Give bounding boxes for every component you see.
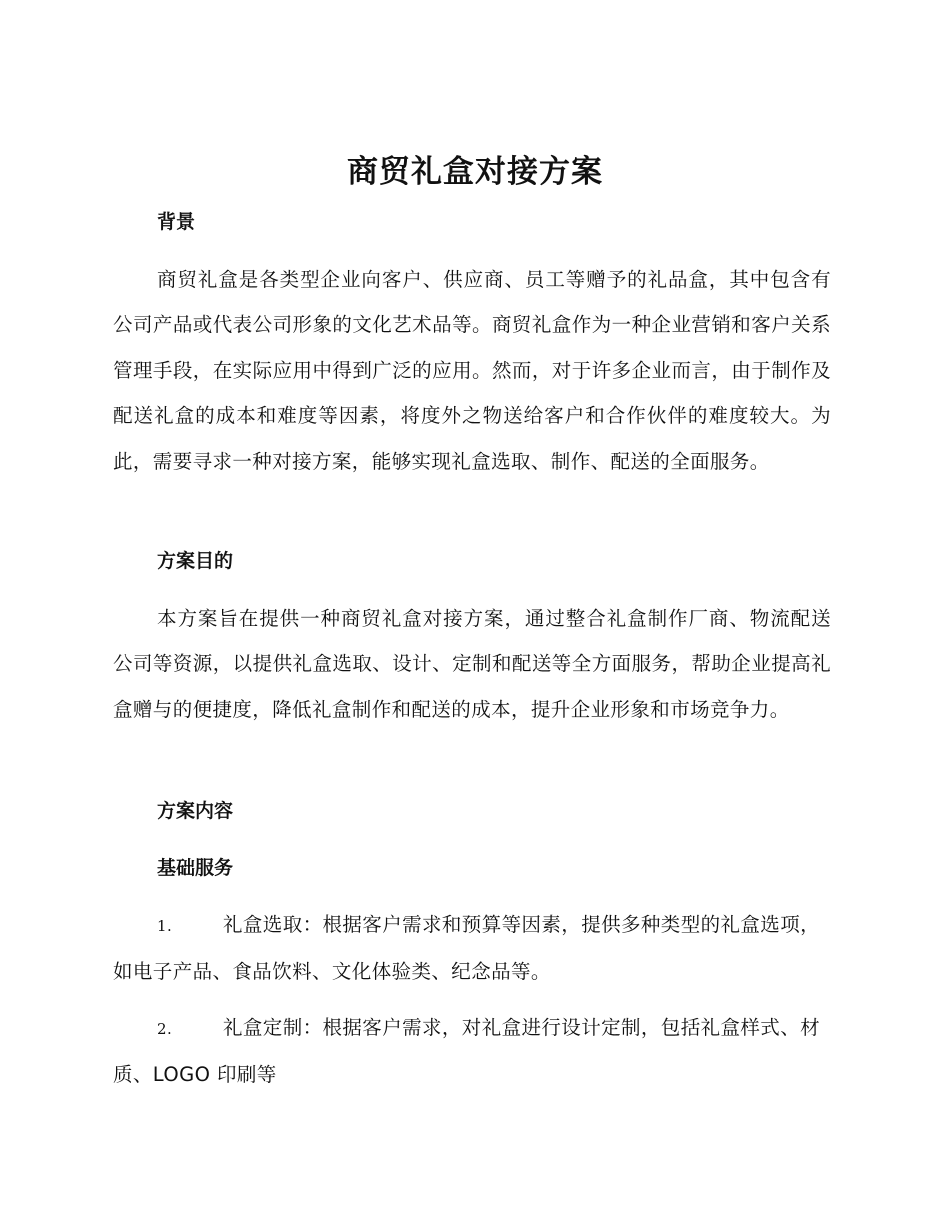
section-heading-purpose: 方案目的 bbox=[157, 550, 234, 572]
section-heading-background: 背景 bbox=[157, 211, 196, 233]
background-paragraph: 商贸礼盒是各类型企业向客户、供应商、员工等赠予的礼品盒，其中包含有公司产品或代表公司形象的文化艺术品等。商贸礼盒作为一种企业营销和客户关系管理手段，在实际应用中得到广泛的应用。然而，对于许多企业而言，由于制作及配送礼盒的成本和难度等因素，将度外之物送给客户和合作伙伴的难度较大。为此，需要寻求一种对接方案，能够实现礼盒选取、制作、配送的全面服务。 bbox=[113, 268, 831, 473]
document-title: 商贸礼盒对接方案 bbox=[347, 154, 603, 190]
list-item-text: 礼盒定制：根据客户需求，对礼盒进行设计定制，包括礼盒样式、材质、LOGO 印刷等 bbox=[113, 1016, 821, 1087]
list-item bbox=[113, 1005, 831, 1098]
list-item bbox=[113, 902, 831, 995]
list-item-text: 礼盒选取：根据客户需求和预算等因素，提供多种类型的礼盒选项，如电子产品、食品饮料、文化体验类、纪念品等。 bbox=[113, 913, 821, 984]
purpose-paragraph: 本方案旨在提供一种商贸礼盒对接方案，通过整合礼盒制作厂商、物流配送公司等资源，以提供礼盒选取、设计、定制和配送等全方面服务，帮助企业提高礼盒赠与的便捷度，降低礼盒制作和配送的成本，提升企业形象和市场竞争力。 bbox=[113, 607, 831, 721]
list-item-number: 2. bbox=[157, 1020, 173, 1038]
list-item-number: 1. bbox=[157, 917, 173, 935]
subsection-heading-basic-services: 基础服务 bbox=[157, 857, 234, 879]
section-heading-content: 方案内容 bbox=[157, 800, 234, 822]
